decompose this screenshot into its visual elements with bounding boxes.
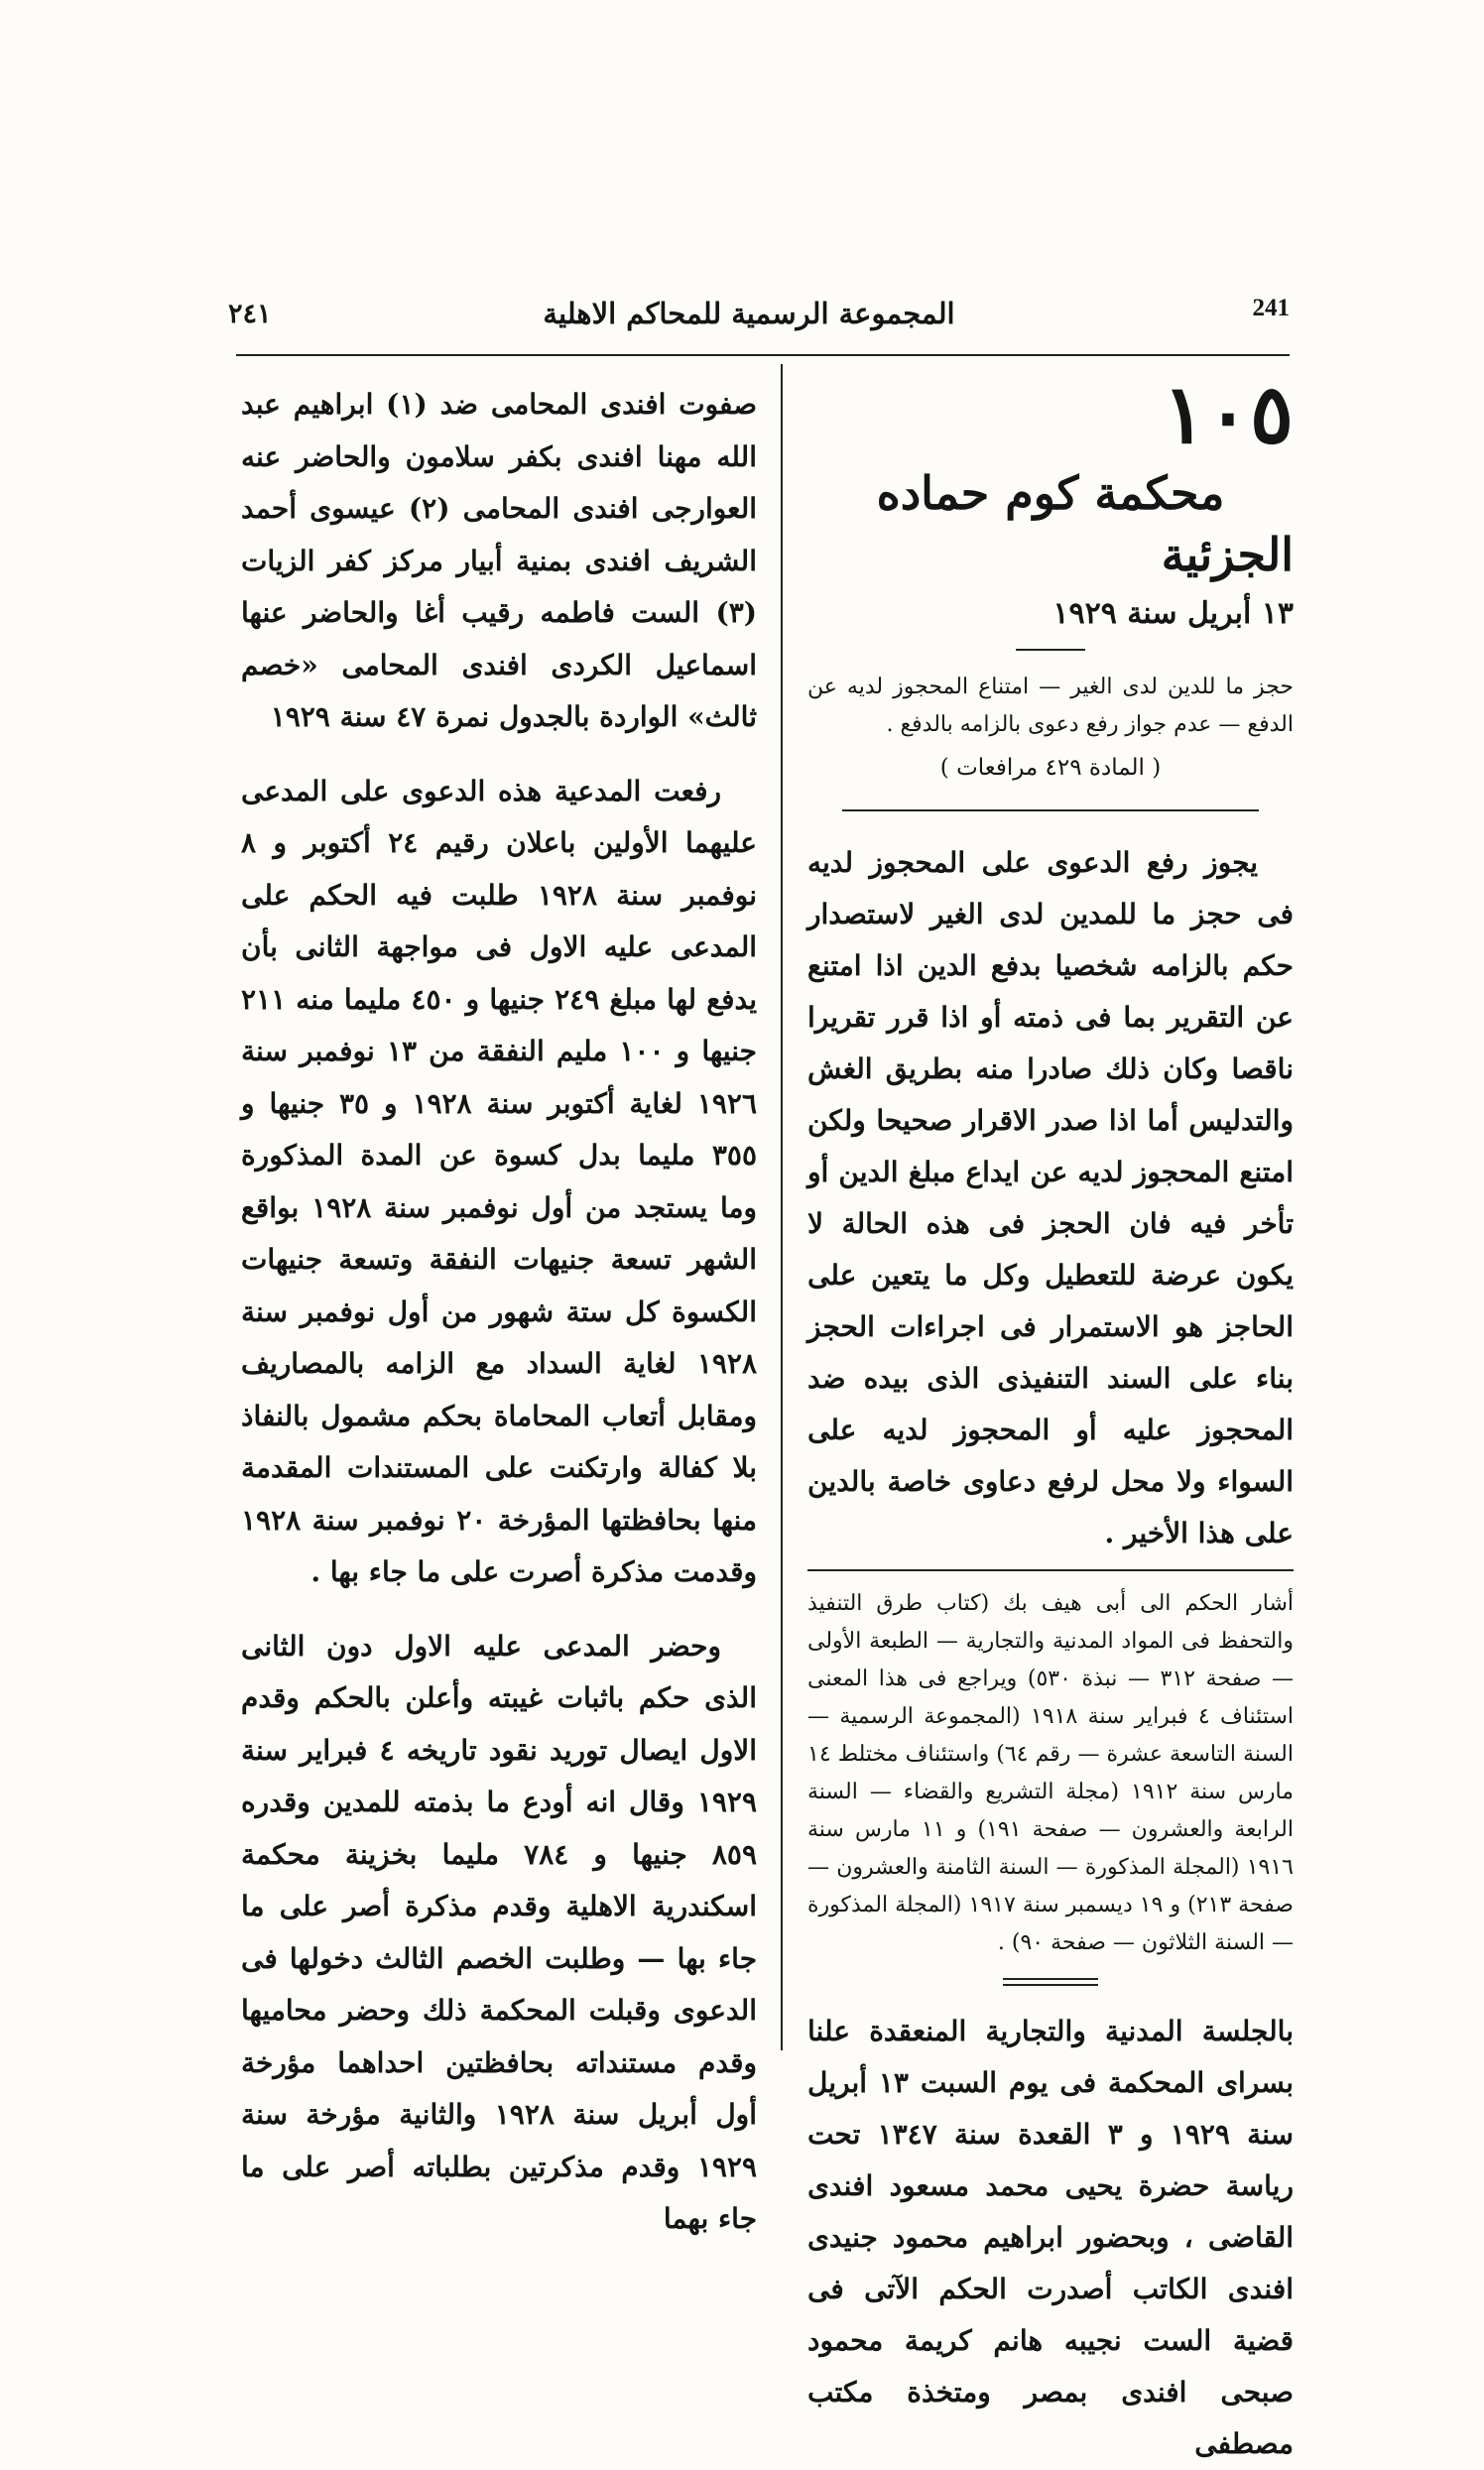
article-reference: ( المادة ٤٢٩ مرافعات ) (939, 755, 1162, 781)
page-number-latin: 241 (1252, 295, 1290, 321)
footnote-references: أشار الحكم الى أبى هيف بك (كتاب طرق التنفيذ والتحفظ فى المواد المدنية والتجارية — الطبعة الأولى — صفحة ٣١٢ — نبذة ٥٣٠) ويراجع فى هذا المعنى استئناف ٤ فبراير سنة ١٩١٨ (المجموعة الرسمية — السنة التاسعة عشرة — رقم ٦٤) واستئناف مختلط ١٤ مارس سنة ١٩١٢ (مجلة التشريع والقضاء — السنة الرابعة والعشرون — صفحة ١٩١) و ١١ مارس سنة ١٩١٦ (المجلة المذكورة — السنة الثامنة والعشرون — صفحة ٢١٣) و ١٩ ديسمبر سنة ١٩١٧ (المجلة المذكورة — السنة الثلاثون — صفحة ٩٠) . (807, 1591, 1295, 1955)
case-summary: حجز ما للدين لدى الغير — امتناع المحجوز لديه عن الدفع — عدم جواز رفع دعوى بالزامه بالدفع . (807, 675, 1294, 737)
header-rule (236, 354, 1290, 356)
case-number: ١٠٥ (1162, 367, 1294, 462)
court-name: محكمة كوم حماده الجزئية (876, 466, 1294, 581)
notes-rule (807, 1569, 1294, 1571)
right-column (807, 369, 1294, 2470)
legal-principle: يجوز رفع الدعوى على المحجوز لديه فى حجز ما للمدين لدى الغير لاستصدار حكم بالزامه شخصيا بدفع الدين اذا امتنع عن التقرير بما فى ذمته أو اذا قرر تقريرا ناقصا وكان ذلك صادرا منه بطريق الغش والتدليس أما اذا صدر الاقرار صحيحا ولكن امتنع المحجوز لديه عن ايداع مبلغ الدين أو تأخر فيه فان الحجز فى هذه الحالة لا يكون عرضة للتعطيل وكل ما يتعين على الحاجز هو الاستمرار فى اجراءات الحجز بناء على السند التنفيذى الذى بيده ضد المحجوز عليه أو المحجوز لديه على السواء ولا محل لرفع دعاوى خاصة بالدين على هذا الأخير . (807, 846, 1294, 1549)
double-rule (1003, 1978, 1098, 1986)
page-number-arabic: ٢٤١ (228, 299, 272, 329)
running-title: المجموعة الرسمية للمحاكم الاهلية (543, 297, 955, 330)
defense-paragraph: وحضر المدعى عليه الاول دون الثانى الذى حكم باثبات غيبته وأعلن بالحكم وقدم الاول ايصال توريد نقود تاريخه ٤ فبراير سنة ١٩٢٩ وقال انه أودع ما بذمته للمدين وقدره ٨٥٩ جنيها و ٧٨٤ مليما بخزينة محكمة اسكندرية الاهلية وقدم مذكرة أصر على ما جاء بها — وطلبت الخصم الثالث دخولها فى الدعوى وقبلت المحكمة ذلك وحضر محاميها وقدم مستنداته بحافظتين احداهما مؤرخة أول أبريل سنة ١٩٢٨ والثانية مؤرخة سنة ١٩٢٩ وقدم مذكرتين بطلباته أصر على ما جاء بهما (241, 1629, 757, 2235)
page-header (208, 291, 1290, 340)
parties-paragraph: صفوت افندى المحامى ضد (١) ابراهيم عبد الله مهنا افندى بكفر سلامون والحاضر عنه العوارجى افندى المحامى (٢) عيسوى أحمد الشريف افندى بمنية أبيار مركز كفر الزيات (٣) الست فاطمه رقيب أغا والحاضر عنها اسماعيل الكردى افندى المحامى «خصم ثالث» الواردة بالجدول نمرة ٤٧ سنة ١٩٢٩ (241, 388, 758, 733)
claim-paragraph: رفعت المدعية هذه الدعوى على المدعى عليهما الأولين باعلان رقيم ٢٤ أكتوبر و ٨ نوفمبر سنة ١٩٢٨ طلبت فيه الحكم على المدعى عليه الاول فى مواجهة الثانى بأن يدفع لها مبلغ ٢٤٩ جنيها و ٤٥٠ مليما منه ٢١١ جنيها و ١٠٠ مليم النفقة من ١٣ نوفمبر سنة ١٩٢٦ لغاية أكتوبر سنة ١٩٢٨ و ٣٥ جنيها و ٣٥٥ مليما بدل كسوة عن المدة المذكورة وما يستجد من أول نوفمبر سنة ١٩٢٨ بواقع الشهر تسعة جنيهات النفقة وتسعة جنيهات الكسوة كل ستة شهور من أول نوفمبر سنة ١٩٢٨ لغاية السداد مع الزامه بالمصاريف ومقابل أتعاب المحاماة بحكم مشمول بالنفاذ بلا كفالة وارتكنت على المستندات المقدمة منها بحافظتها المؤرخة ٢٠ نوفمبر سنة ١٩٢٨ وقدمت مذكرة أصرت على ما جاء بها . (241, 774, 758, 1588)
session-paragraph: بالجلسة المدنية والتجارية المنعقدة علنا بسراى المحكمة فى يوم السبت ١٣ أبريل سنة ١٩٢٩ و ٣ القعدة سنة ١٣٤٧ تحت رياسة حضرة يحيى محمد مسعود افندى القاضى ، وبحضور ابراهيم محمود جنيدى افندى الكاتب أصدرت الحكم الآتى فى قضية الست نجيبه هانم كريمة محمود صبحى افندى بمصر ومتخذة مكتب مصطفى (807, 2015, 1295, 2460)
summary-rule (842, 809, 1259, 811)
date-rule (1016, 649, 1085, 651)
judgment-date: ١٣ أبريل سنة ١٩٢٩ (1052, 596, 1294, 631)
left-column (241, 379, 757, 2246)
column-divider (781, 364, 783, 2050)
